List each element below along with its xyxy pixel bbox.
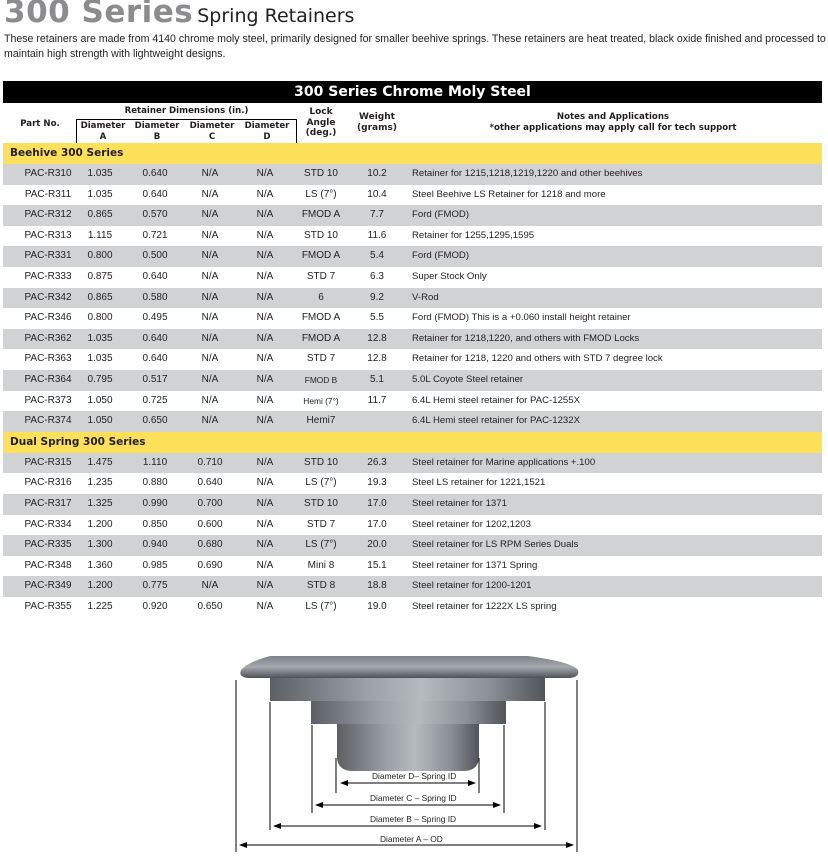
cell-notes: Retainer for 1255,1295,1595 (412, 229, 535, 241)
cell-diameter-c: N/A (201, 374, 219, 385)
cell-diameter-d: N/A (256, 168, 274, 179)
cell-weight: 7.7 (370, 209, 384, 221)
cell-diameter-a: 1.035 (87, 188, 113, 200)
label-diameter-c: Diameter C – Spring ID (366, 793, 461, 803)
table-row (3, 288, 822, 309)
cell-part-no: PAC-R348 (24, 559, 72, 571)
cell-diameter-a: 1.360 (87, 559, 113, 571)
table-row (3, 308, 822, 329)
header-part-no: Part No. (20, 119, 60, 129)
cell-lock-angle: LS (7°) (305, 539, 337, 551)
cell-weight: 11.6 (367, 229, 387, 241)
retainer-step-d (337, 724, 479, 771)
cell-diameter-d: N/A (256, 271, 274, 282)
cell-diameter-a: 1.050 (87, 415, 113, 427)
table-row (3, 535, 822, 556)
cell-part-no: PAC-R315 (24, 456, 72, 468)
cell-diameter-b: 0.640 (142, 168, 168, 179)
header-lock-angle: Lock Angle (deg.) (305, 107, 337, 138)
cell-part-no: PAC-R364 (24, 374, 72, 385)
cell-notes: Steel retainer for 1202,1203 (412, 518, 531, 530)
cell-diameter-c: N/A (201, 271, 219, 282)
cell-part-no: PAC-R331 (24, 250, 72, 262)
cell-diameter-d: N/A (256, 518, 274, 530)
section-title: Beehive 300 Series (10, 147, 124, 159)
cell-diameter-a: 1.035 (87, 332, 113, 344)
cell-diameter-d: N/A (256, 539, 274, 551)
cell-lock-angle: LS (7°) (305, 477, 337, 489)
cell-part-no: PAC-R373 (24, 394, 72, 406)
cell-diameter-b: 0.725 (142, 394, 168, 406)
header-diameter-d: Diameter D (244, 121, 290, 142)
cell-diameter-d: N/A (256, 394, 274, 406)
table-row (3, 329, 822, 350)
cell-diameter-d: N/A (256, 353, 274, 365)
cell-diameter-c: N/A (201, 394, 219, 406)
table-row (3, 515, 822, 536)
cell-notes: Steel retainer for Marine applications +.100 (412, 456, 596, 468)
retainer-diagram (220, 630, 600, 852)
cell-part-no: PAC-R333 (24, 271, 72, 282)
cell-diameter-a: 0.795 (87, 374, 113, 385)
cell-notes: Ford (FMOD) (412, 250, 470, 262)
table-row (3, 556, 822, 577)
section-header (3, 432, 822, 453)
cell-diameter-d: N/A (256, 456, 274, 468)
cell-lock-angle: STD 10 (304, 229, 338, 241)
table-row (3, 391, 822, 412)
cell-notes: Ford (FMOD) This is a +0.060 install height retainer (412, 312, 631, 324)
cell-part-no: PAC-R334 (24, 518, 72, 530)
cell-notes: Steel retainer for 1200-1201 (412, 580, 532, 592)
cell-diameter-b: 0.880 (142, 477, 168, 489)
cell-part-no: PAC-R313 (24, 229, 72, 241)
cell-diameter-b: 0.985 (142, 559, 168, 571)
cell-diameter-c: N/A (201, 209, 219, 221)
cell-weight: 12.8 (367, 353, 387, 365)
cell-diameter-b: 0.850 (142, 518, 168, 530)
cell-part-no: PAC-R316 (24, 477, 72, 489)
cell-diameter-c: 0.650 (197, 601, 223, 612)
cell-notes: Retainer for 1215,1218,1219,1220 and other beehives (412, 168, 643, 179)
cell-lock-angle: Hemi (7°) (303, 395, 339, 406)
cell-notes: Steel retainer for 1371 (412, 498, 507, 509)
product-title: Spring Retainers (197, 5, 355, 27)
cell-diameter-c: N/A (201, 312, 219, 324)
series-title: 300 Series (4, 0, 194, 30)
cell-diameter-d: N/A (256, 188, 274, 200)
header-diameter-c: Diameter C (189, 121, 235, 142)
table-row (3, 473, 822, 494)
cell-diameter-d: N/A (256, 291, 274, 303)
page-title (4, 0, 354, 30)
retainer-flange (240, 656, 578, 678)
cell-part-no: PAC-R310 (24, 168, 72, 179)
cell-notes: Steel retainer for 1222X LS spring (412, 601, 557, 612)
cell-diameter-c: 0.640 (197, 477, 223, 489)
table-row (3, 185, 822, 206)
cell-diameter-b: 0.640 (142, 271, 168, 282)
cell-part-no: PAC-R311 (24, 188, 72, 200)
cell-weight: 5.1 (370, 374, 384, 385)
label-diameter-d: Diameter D– Spring ID (368, 771, 460, 781)
cell-part-no: PAC-R374 (24, 415, 72, 427)
cell-notes: Super Stock Only (412, 271, 487, 282)
cell-diameter-a: 0.800 (87, 312, 113, 324)
cell-diameter-b: 0.990 (142, 498, 168, 509)
cell-diameter-a: 1.235 (87, 477, 113, 489)
cell-diameter-c: N/A (201, 332, 219, 344)
cell-diameter-c: 0.680 (197, 539, 223, 551)
cell-lock-angle: FMOD A (301, 209, 341, 221)
cell-diameter-c: N/A (201, 353, 219, 365)
cell-notes: Steel LS retainer for 1221,1521 (412, 477, 546, 489)
table-row (3, 226, 822, 247)
cell-weight: 5.5 (370, 312, 384, 324)
cell-weight: 10.2 (367, 168, 387, 179)
cell-diameter-b: 0.920 (142, 601, 168, 612)
cell-lock-angle: 6 (318, 291, 324, 303)
cell-lock-angle: FMOD A (301, 312, 341, 324)
cell-lock-angle: STD 7 (306, 518, 336, 530)
cell-weight: 12.8 (367, 332, 387, 344)
table-row (3, 411, 822, 432)
cell-weight: 15.1 (367, 559, 387, 571)
cell-diameter-c: N/A (201, 250, 219, 262)
table-row (3, 349, 822, 370)
cell-diameter-a: 1.225 (87, 601, 113, 612)
cell-lock-angle: STD 10 (304, 498, 338, 509)
cell-part-no: PAC-R317 (24, 498, 72, 509)
cell-diameter-b: 0.650 (142, 415, 168, 427)
cell-diameter-d: N/A (256, 415, 274, 427)
cell-diameter-d: N/A (256, 559, 274, 571)
cell-notes: 5.0L Coyote Steel retainer (412, 374, 524, 385)
cell-diameter-c: 0.710 (197, 456, 223, 468)
description: These retainers are made from 4140 chrome moly steel, primarily designed for smaller beehive springs. These retainers are heat treated, black oxide finished and processed to maintain high strength with lightweight designs. (4, 33, 826, 60)
cell-diameter-b: 0.580 (142, 291, 168, 303)
cell-part-no: PAC-R355 (24, 601, 72, 612)
cell-weight: 9.2 (370, 291, 384, 303)
cell-lock-angle: FMOD A (301, 250, 341, 262)
cell-lock-angle: STD 7 (306, 271, 336, 282)
cell-part-no: PAC-R363 (24, 353, 72, 365)
cell-notes: Steel Beehive LS Retainer for 1218 and more (412, 188, 606, 200)
cell-part-no: PAC-R312 (24, 209, 72, 221)
header-diameter-a: Diameter A (80, 121, 126, 142)
label-diameter-b: Diameter B – Spring ID (366, 814, 460, 824)
cell-weight: 10.4 (367, 188, 387, 200)
label-diameter-a: Diameter A – OD (376, 834, 447, 844)
cell-diameter-b: 0.640 (142, 332, 168, 344)
cell-weight: 18.8 (367, 580, 387, 592)
cell-diameter-c: 0.690 (197, 559, 223, 571)
cell-diameter-b: 0.570 (142, 209, 168, 221)
cell-diameter-a: 1.300 (87, 539, 113, 551)
header-weight: Weight (grams) (357, 112, 397, 133)
table-row (3, 576, 822, 597)
cell-weight: 6.3 (370, 271, 384, 282)
cell-lock-angle: LS (7°) (305, 188, 337, 200)
cell-diameter-c: N/A (201, 229, 219, 241)
cell-diameter-c: N/A (201, 580, 219, 592)
cell-diameter-b: 0.775 (142, 580, 168, 592)
cell-diameter-a: 1.475 (87, 456, 113, 468)
cell-notes: Ford (FMOD) (412, 209, 470, 221)
cell-weight: 20.0 (367, 539, 387, 551)
cell-diameter-c: N/A (201, 168, 219, 179)
cell-lock-angle: STD 10 (304, 456, 338, 468)
cell-diameter-a: 1.325 (87, 498, 113, 509)
cell-diameter-d: N/A (256, 312, 274, 324)
cell-diameter-b: 0.640 (142, 188, 168, 200)
cell-diameter-b: 1.110 (142, 456, 168, 468)
section-header (3, 143, 822, 164)
table-row (3, 370, 822, 391)
cell-lock-angle: LS (7°) (305, 601, 337, 612)
cell-weight: 17.0 (367, 498, 387, 509)
cell-diameter-a: 1.200 (87, 518, 113, 530)
cell-diameter-a: 1.115 (87, 229, 113, 241)
cell-diameter-b: 0.495 (142, 312, 168, 324)
cell-diameter-a: 0.800 (87, 250, 113, 262)
cell-notes: Retainer for 1218, 1220 and others with STD 7 degree lock (412, 353, 663, 365)
table-title-bar: 300 Series Chrome Moly Steel (3, 81, 822, 103)
retainer-step-b (270, 678, 545, 701)
cell-notes: Steel retainer for LS RPM Series Duals (412, 539, 579, 551)
header-diameter-b: Diameter B (134, 121, 180, 142)
cell-diameter-a: 1.035 (87, 353, 113, 365)
table-row (3, 246, 822, 267)
cell-diameter-d: N/A (256, 601, 274, 612)
table-header (3, 103, 822, 143)
cell-part-no: PAC-R349 (24, 580, 72, 592)
cell-diameter-c: 0.600 (197, 518, 223, 530)
cell-diameter-d: N/A (256, 374, 274, 385)
cell-diameter-a: 0.865 (87, 291, 113, 303)
cell-diameter-d: N/A (256, 580, 274, 592)
cell-diameter-c: 0.700 (197, 498, 223, 509)
cell-part-no: PAC-R346 (24, 312, 72, 324)
cell-diameter-d: N/A (256, 229, 274, 241)
cell-diameter-b: 0.640 (142, 353, 168, 365)
retainer-step-c (311, 701, 506, 724)
cell-part-no: PAC-R335 (24, 539, 72, 551)
cell-notes: V-Rod (412, 291, 439, 303)
cell-diameter-d: N/A (256, 498, 274, 509)
header-dim-group: Retainer Dimensions (in.) (124, 106, 249, 116)
cell-diameter-d: N/A (256, 209, 274, 221)
cell-part-no: PAC-R342 (24, 291, 72, 303)
cell-diameter-a: 0.865 (87, 209, 113, 221)
cell-diameter-b: 0.940 (142, 539, 168, 551)
cell-diameter-d: N/A (256, 477, 274, 489)
table-row (3, 453, 822, 474)
cell-diameter-c: N/A (201, 291, 219, 303)
cell-diameter-b: 0.517 (142, 374, 168, 385)
cell-notes: 6.4L Hemi steel retainer for PAC-1232X (412, 415, 580, 427)
cell-lock-angle: Hemi7 (306, 415, 336, 427)
cell-weight: 19.0 (367, 601, 387, 612)
section-title: Dual Spring 300 Series (10, 435, 146, 448)
cell-part-no: PAC-R362 (24, 332, 72, 344)
table-row (3, 205, 822, 226)
table-row (3, 597, 822, 618)
cell-lock-angle: FMOD B (304, 375, 338, 385)
cell-diameter-b: 0.721 (142, 229, 168, 241)
cell-lock-angle: STD 10 (304, 168, 338, 179)
cell-notes: Steel retainer for 1371 Spring (412, 559, 538, 571)
cell-diameter-a: 1.035 (87, 168, 113, 179)
cell-diameter-d: N/A (256, 250, 274, 262)
cell-weight: 5.4 (370, 250, 384, 262)
table-row (3, 164, 822, 185)
cell-notes: Retainer for 1218,1220, and others with FMOD Locks (412, 332, 640, 344)
cell-weight: 17.0 (367, 518, 387, 530)
cell-lock-angle: STD 8 (306, 580, 336, 592)
cell-diameter-b: 0.500 (142, 250, 168, 262)
cell-weight: 19.3 (367, 477, 387, 489)
cell-lock-angle: Mini 8 (307, 559, 335, 571)
cell-diameter-d: N/A (256, 332, 274, 344)
cell-diameter-c: N/A (201, 188, 219, 200)
cell-diameter-a: 1.200 (87, 580, 113, 592)
cell-diameter-a: 0.875 (87, 271, 113, 282)
header-notes: Notes and Applications *other applications may apply call for tech support (489, 112, 737, 133)
cell-diameter-a: 1.050 (87, 394, 113, 406)
cell-weight: 26.3 (367, 456, 387, 468)
cell-weight: 11.7 (367, 394, 387, 406)
cell-lock-angle: FMOD A (301, 332, 341, 344)
cell-notes: 6.4L Hemi steel retainer for PAC-1255X (412, 394, 580, 406)
table-row (3, 494, 822, 515)
table-row (3, 267, 822, 288)
cell-lock-angle: STD 7 (306, 353, 336, 365)
cell-diameter-c: N/A (201, 415, 219, 427)
